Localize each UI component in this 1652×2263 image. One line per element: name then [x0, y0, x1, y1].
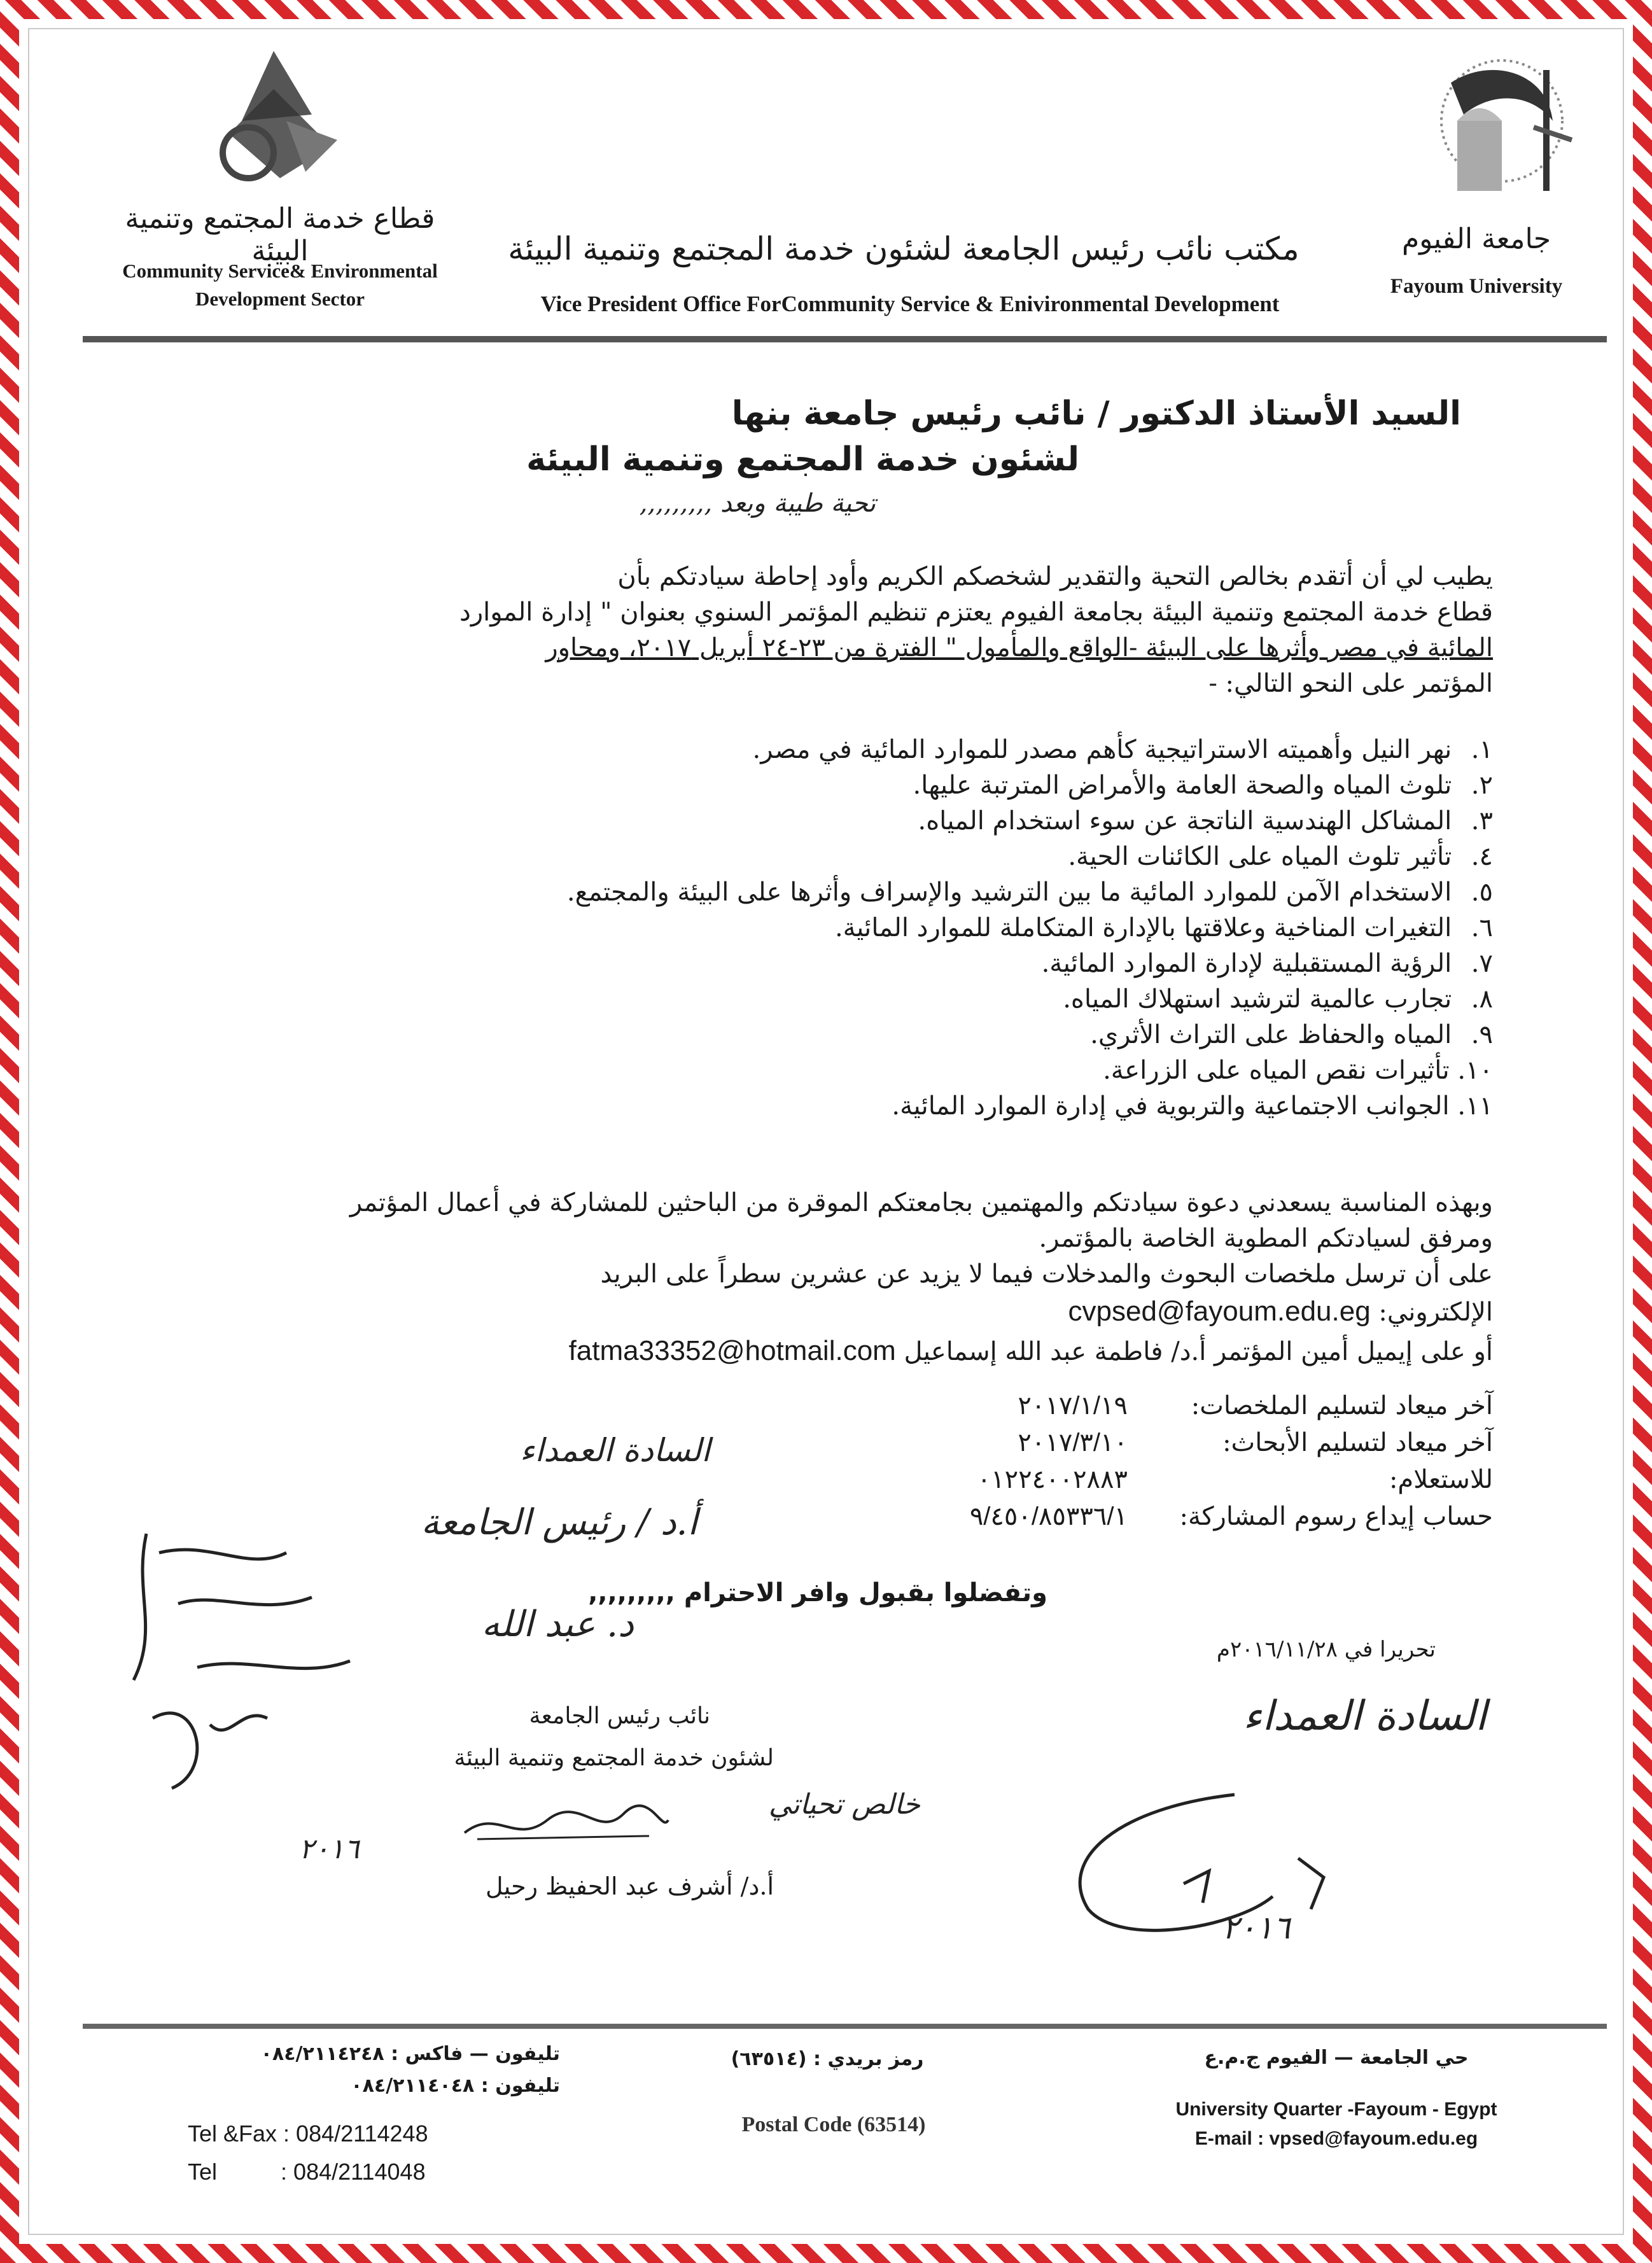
- footer-rule: [83, 2024, 1607, 2029]
- signature-scribble: [458, 1801, 675, 1852]
- invitation-line-5: [220, 1331, 1493, 1371]
- list-item: ١١. الجوانب الاجتماعية والتربوية في إدارة الموارد المائية.: [892, 1091, 1493, 1121]
- topics-list: [220, 732, 1493, 1124]
- university-name-ar: جامعة الفيوم: [1401, 223, 1551, 255]
- list-item: ٩. المياه والحفاظ على التراث الأثري.: [1090, 1020, 1493, 1049]
- header-rule: [83, 336, 1607, 342]
- signatory-title-1: نائب رئيس الجامعة: [529, 1703, 710, 1729]
- footer-postal-ar: رمز بريدي : (٦٣٥١٤): [731, 2048, 924, 2070]
- detail-row: آخر ميعاد لتسليم الأبحاث: ٢٠١٧/٣/١٠: [1018, 1428, 1493, 1457]
- university-name-en: Fayoum University: [1390, 275, 1563, 298]
- detail-row: آخر ميعاد لتسليم الملخصات: ٢٠١٧/١/١٩: [1018, 1391, 1493, 1420]
- intro-line-1: يطيب لي أن أتقدم بخالص التحية والتقدير لشخصكم الكريم وأود إحاطة سيادتكم بأن: [617, 562, 1493, 591]
- list-item: ٤. تأثير تلوث المياه على الكائنات الحية.: [1068, 842, 1493, 871]
- closing-line: وتفضلوا بقبول وافر الاحترام ,,,,,,,,,: [588, 1578, 1047, 1608]
- sector-logo: [204, 45, 344, 191]
- footer-address-ar: حي الجامعة — الفيوم ج.م.ع: [1204, 2047, 1469, 2069]
- list-item: ٥. الاستخدام الآمن للموارد المائية ما بين الترشيد والإسراف وأثرها على البيئة والمجتمع.: [566, 878, 1493, 907]
- details-block: [602, 1387, 1493, 1535]
- intro-line-3: المائية في مصر وأثرها على البيئة -الواقع والمأمول " الفترة من ٢٣-٢٤ أبريل ٢٠١٧، ومحاور: [545, 633, 1493, 662]
- list-item: ٦. التغيرات المناخية وعلاقتها بالإدارة المتكاملة للموارد المائية.: [834, 913, 1493, 942]
- footer-address-en: University Quarter -Fayoum - Egypt: [1175, 2099, 1497, 2120]
- footer-email-en[interactable]: E-mail : vpsed@fayoum.edu.eg: [1194, 2128, 1478, 2149]
- office-name-en: Vice President Office ForCommunity Service & Enivironmental Development: [540, 291, 1280, 316]
- list-item: ١٠. تأثيرات نقص المياه على الزراعة.: [1103, 1056, 1493, 1085]
- secretary-email-link[interactable]: fatma33352@hotmail.com: [568, 1335, 896, 1366]
- university-logo: [1400, 45, 1591, 210]
- invitation-line-1: وبهذه المناسبة يسعدني دعوة سيادتكم والمهتمين بجامعتكم الموقرة من الباحثين للمشاركة في أعمال المؤتمر: [349, 1188, 1493, 1217]
- footer-phone: تليفون : ٠٨٤/٢١١٤٠٤٨: [351, 2075, 560, 2097]
- sector-name-ar: قطاع خدمة المجتمع وتنمية البيئة: [125, 202, 435, 267]
- footer-tel-fax-en: Tel &Fax : 084/2114248: [188, 2120, 428, 2147]
- greeting: تحية طيبة وبعد ,,,,,,,,,: [639, 489, 876, 518]
- page-inner-frame: [28, 28, 1624, 2235]
- handwritten-note-1: السادة العمداء: [519, 1432, 710, 1469]
- intro-paragraph: [220, 559, 1493, 701]
- addressee-line-1: السيد الأستاذ الدكتور / نائب رئيس جامعة بنها: [731, 395, 1461, 433]
- list-item: ٧. الرؤية المستقبلية لإدارة الموارد المائية.: [1041, 949, 1493, 978]
- detail-row: حساب إيداع رسوم المشاركة: ٩/٤٥٠/٨٥٣٣٦/١: [969, 1502, 1493, 1531]
- secretary-email-label: أو على إيميل أمين المؤتمر أ.د/ فاطمة عبد الله إسماعيل: [904, 1336, 1493, 1366]
- handwritten-scribble-left: [121, 1515, 388, 1807]
- list-item: ٢. تلوث المياه والصحة العامة والأمراض المترتبة عليها.: [913, 771, 1493, 800]
- intro-line-4: المؤتمر على النحو التالي: -: [1208, 669, 1493, 698]
- addressee-line-2: لشئون خدمة المجتمع وتنمية البيئة: [526, 440, 1079, 479]
- invitation-line-4: [220, 1292, 1493, 1331]
- office-name-ar: مكتب نائب رئيس الجامعة لشئون خدمة المجتمع وتنمية البيئة: [508, 230, 1299, 267]
- handwritten-regards: خالص تحياتي: [768, 1788, 920, 1821]
- list-item: ٣. المشاكل الهندسية الناتجة عن سوء استخدام المياه.: [918, 806, 1493, 836]
- handwritten-note-2: السادة العمداء: [1243, 1693, 1487, 1740]
- footer-phone-fax: تليفون — فاكس : ٠٨٤/٢١١٤٢٤٨: [260, 2043, 560, 2065]
- handwritten-note-4: د. عبد الله: [481, 1604, 634, 1645]
- list-item: ١. نهر النيل وأهميته الاستراتيجية كأهم مصدر للموارد المائية في مصر.: [752, 735, 1493, 764]
- intro-line-2: قطاع خدمة المجتمع وتنمية البيئة بجامعة الفيوم يعتزم تنظيم المؤتمر السنوي بعنوان " إدارة الموارد: [459, 598, 1493, 627]
- conference-email-link[interactable]: cvpsed@fayoum.edu.eg: [1068, 1296, 1371, 1327]
- sector-name-en-2: Development Sector: [195, 288, 365, 310]
- invitation-line-2: ومرفق لسيادتكم المطوية الخاصة بالمؤتمر.: [1039, 1224, 1493, 1253]
- handwritten-note-3: أ.د / رئيس الجامعة: [421, 1502, 697, 1543]
- list-item: ٨. تجارب عالمية لترشيد استهلاك المياه.: [1063, 984, 1493, 1014]
- footer-tel-en: Tel : 084/2114048: [188, 2159, 426, 2185]
- invitation-line-3: على أن ترسل ملخصات البحوث والمدخلات فيما لا يزيد عن عشرين سطراً على البريد: [600, 1259, 1493, 1289]
- footer-postal-en: Postal Code (63514): [741, 2113, 926, 2136]
- invitation-paragraph: [220, 1185, 1493, 1370]
- sector-name-en-1: Community Service& Environmental: [122, 260, 438, 282]
- handwritten-year-left: ٢٠١٦: [299, 1833, 360, 1865]
- letter-date: تحريرا في ٢٠١٦/١١/٢٨م: [1216, 1637, 1436, 1662]
- signatory-name: أ.د/ أشرف عبد الحفيظ رحيل: [485, 1872, 774, 1900]
- handwritten-year-right: ٢٠١٦: [1222, 1909, 1291, 1946]
- signatory-title-2: لشئون خدمة المجتمع وتنمية البيئة: [454, 1745, 774, 1771]
- email-label: الإلكتروني:: [1378, 1298, 1493, 1327]
- detail-row: للاستعلام: ٠١٢٢٤٠٠٢٨٨٣: [977, 1465, 1493, 1494]
